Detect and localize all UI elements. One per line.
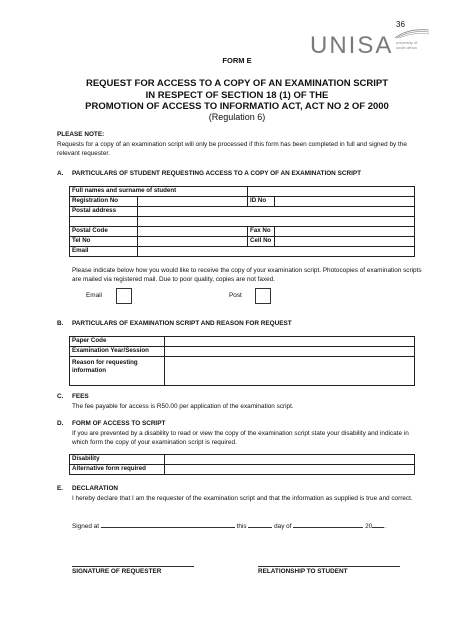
section-d-letter: D. — [57, 420, 64, 427]
delivery-instructions: Please indicate below how you would like to receive the copy of your examination script. Photocopies of examination scripts are mailed via registered mail. Due to poor quality, copies are not faxed. — [72, 267, 422, 283]
postal-address-blank-label — [70, 217, 138, 227]
section-a-title: PARTICULARS OF STUDENT REQUESTING ACCESS TO A COPY OF AN EXAMINATION SCRIPT — [72, 170, 362, 177]
email-field[interactable] — [138, 247, 415, 257]
table-row — [70, 187, 415, 197]
table-row — [70, 207, 415, 217]
full-names-field[interactable] — [248, 187, 415, 197]
tel-no-label: Tel No — [70, 237, 138, 247]
access-form-table — [69, 454, 415, 475]
requester-signature-label: SIGNATURE OF REQUESTER — [72, 568, 162, 575]
postal-address-field[interactable] — [138, 207, 415, 217]
table-row — [70, 465, 415, 475]
fax-no-field[interactable] — [275, 227, 415, 237]
disability-label: Disability — [70, 455, 165, 465]
table-row — [70, 217, 415, 227]
exam-year-field[interactable] — [165, 347, 415, 357]
student-particulars-table — [69, 186, 415, 257]
alternative-form-field[interactable] — [165, 465, 415, 475]
section-b-title: PARTICULARS OF EXAMINATION SCRIPT AND REASON FOR REQUEST — [72, 320, 292, 327]
requester-signature-line[interactable] — [72, 566, 194, 567]
table-row — [70, 337, 415, 347]
cell-no-field[interactable] — [275, 237, 415, 247]
reason-field[interactable] — [165, 357, 415, 386]
logo-text: UNISA — [310, 32, 394, 59]
relationship-line[interactable] — [258, 566, 400, 567]
exam-year-label: Examination Year/Session — [70, 347, 165, 357]
note-heading: PLEASE NOTE: — [57, 131, 105, 138]
section-c-title: FEES — [72, 393, 89, 400]
section-b-letter: B. — [57, 320, 64, 327]
postal-address-field-2[interactable] — [138, 217, 415, 227]
signed-at-label: Signed at — [72, 523, 100, 530]
email-checkbox[interactable] — [116, 288, 132, 304]
declaration-text: I hereby declare that I am the requester of the examination script and that the information as supplied is true and correct. — [72, 495, 413, 502]
year-suffix: . — [384, 523, 386, 530]
section-e-title: DECLARATION — [72, 485, 119, 492]
registration-no-field[interactable] — [138, 197, 248, 207]
email-option-label: Email — [86, 292, 102, 299]
section-a-letter: A. — [57, 170, 64, 177]
access-form-text: If you are prevented by a disability to read or view the copy of the examination script state your disability and indicate in which form the copy of your examination script is required. — [72, 430, 409, 446]
reason-label: Reason for requesting information — [70, 357, 165, 386]
section-e-letter: E. — [57, 485, 64, 492]
title-line-3: PROMOTION OF ACCESS TO INFORMATIO ACT, ACT NO 2 OF 2000 — [85, 101, 389, 112]
table-row — [70, 227, 415, 237]
postal-code-label: Postal Code — [70, 227, 138, 237]
postal-code-field[interactable] — [138, 227, 248, 237]
section-c-letter: C. — [57, 393, 64, 400]
this-label: this — [236, 523, 247, 530]
disability-field[interactable] — [165, 455, 415, 465]
logo-swoosh-icon — [394, 26, 430, 40]
title-line-2: IN RESPECT OF SECTION 18 (1) OF THE — [145, 90, 329, 101]
table-row — [70, 197, 415, 207]
day-of-label: day of — [274, 523, 292, 530]
cell-no-label: Cell No — [248, 237, 275, 247]
relationship-label: RELATIONSHIP TO STUDENT — [258, 568, 348, 575]
paper-code-field[interactable] — [165, 337, 415, 347]
fees-text: The fee payable for access is R50.00 per application of the examination script. — [72, 403, 294, 410]
title-line-1: REQUEST FOR ACCESS TO A COPY OF AN EXAMINATION SCRIPT — [85, 78, 389, 89]
paper-code-label: Paper Code — [70, 337, 165, 347]
table-row — [70, 455, 415, 465]
exam-script-table — [69, 336, 415, 386]
day-field[interactable] — [248, 520, 272, 528]
email-label: Email — [70, 247, 138, 257]
table-row — [70, 237, 415, 247]
registration-no-label: Registration No — [70, 197, 138, 207]
signed-line — [72, 520, 386, 531]
id-no-label: ID No — [248, 197, 275, 207]
tel-no-field[interactable] — [138, 237, 248, 247]
year-field[interactable] — [372, 520, 384, 528]
note-text: Requests for a copy of an examination script will only be processed if this form has been completed in full and signed by the relevant requester. — [57, 141, 407, 157]
full-names-label: Full names and surname of student — [70, 187, 248, 197]
section-d-title: FORM OF ACCESS TO SCRIPT — [72, 420, 166, 427]
id-no-field[interactable] — [275, 197, 415, 207]
table-row — [70, 347, 415, 357]
alternative-form-label: Alternative form required — [70, 465, 165, 475]
month-field[interactable] — [293, 520, 363, 528]
logo-subtext: university of south africa — [396, 40, 418, 50]
post-option-label: Post — [229, 292, 242, 299]
page-number: 36 — [396, 20, 405, 29]
form-label: FORM E — [222, 56, 252, 65]
table-row — [70, 357, 415, 386]
signed-at-field[interactable] — [101, 520, 235, 528]
fax-no-label: Fax No — [248, 227, 275, 237]
regulation: (Regulation 6) — [208, 112, 266, 122]
post-checkbox[interactable] — [255, 288, 271, 304]
postal-address-label: Postal address — [70, 207, 138, 217]
year-prefix: 20 — [365, 523, 373, 530]
table-row — [70, 247, 415, 257]
